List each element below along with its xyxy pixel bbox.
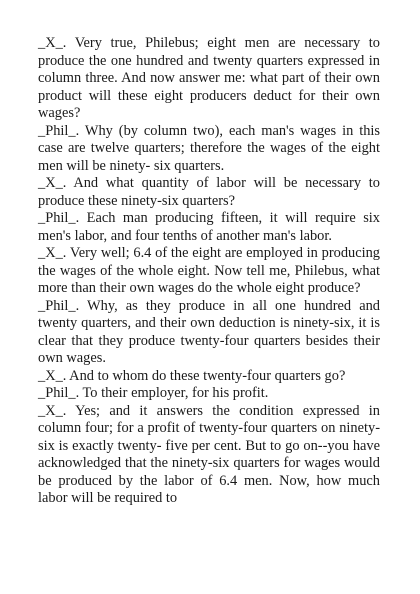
paragraph-x-5: _X_. Yes; and it answers the condition expressed in column four; for a profit of twenty-four quarters on ninety-six is exactly twenty- five per cent. But to go on--you have acknowledged that the ninety-six quarters for wages would be produced by the labor of 6.4 men. Now, how much labor will be required to [38, 402, 380, 506]
paragraph-phil-4: _Phil_. To their employer, for his profit. [38, 385, 269, 401]
paragraph-phil-2: _Phil_. Each man producing fifteen, it will require six men's labor, and four tenths of another man's labor. [38, 210, 380, 244]
paragraph-x-2: _X_. And what quantity of labor will be necessary to produce these ninety-six quarters? [38, 175, 380, 209]
paragraph-x-1: _X_. Very true, Philebus; eight men are necessary to produce the one hundred and twenty quarters expressed in column three. And now answer me: what part of their own product will these eight producers deduct for their own wages? [38, 35, 380, 121]
paragraph-phil-3: _Phil_. Why, as they produce in all one hundred and twenty quarters, and their own deduction is ninety-six, it is clear that they produce twenty-four quarters besides their own wages. [38, 297, 380, 366]
paragraph-phil-1: _Phil_. Why (by column two), each man's wages in this case are twelve quarters; therefore the wages of the eight men will be ninety- six quarters. [38, 122, 380, 174]
paragraph-x-4: _X_. And to whom do these twenty-four quarters go? [38, 367, 346, 384]
paragraph-x-3: _X_. Very well; 6.4 of the eight are employed in producing the wages of the whole eight. Now tell me, Philebus, what more than their own wages do the whole eight produce? [38, 245, 380, 296]
document-page [38, 35, 380, 508]
